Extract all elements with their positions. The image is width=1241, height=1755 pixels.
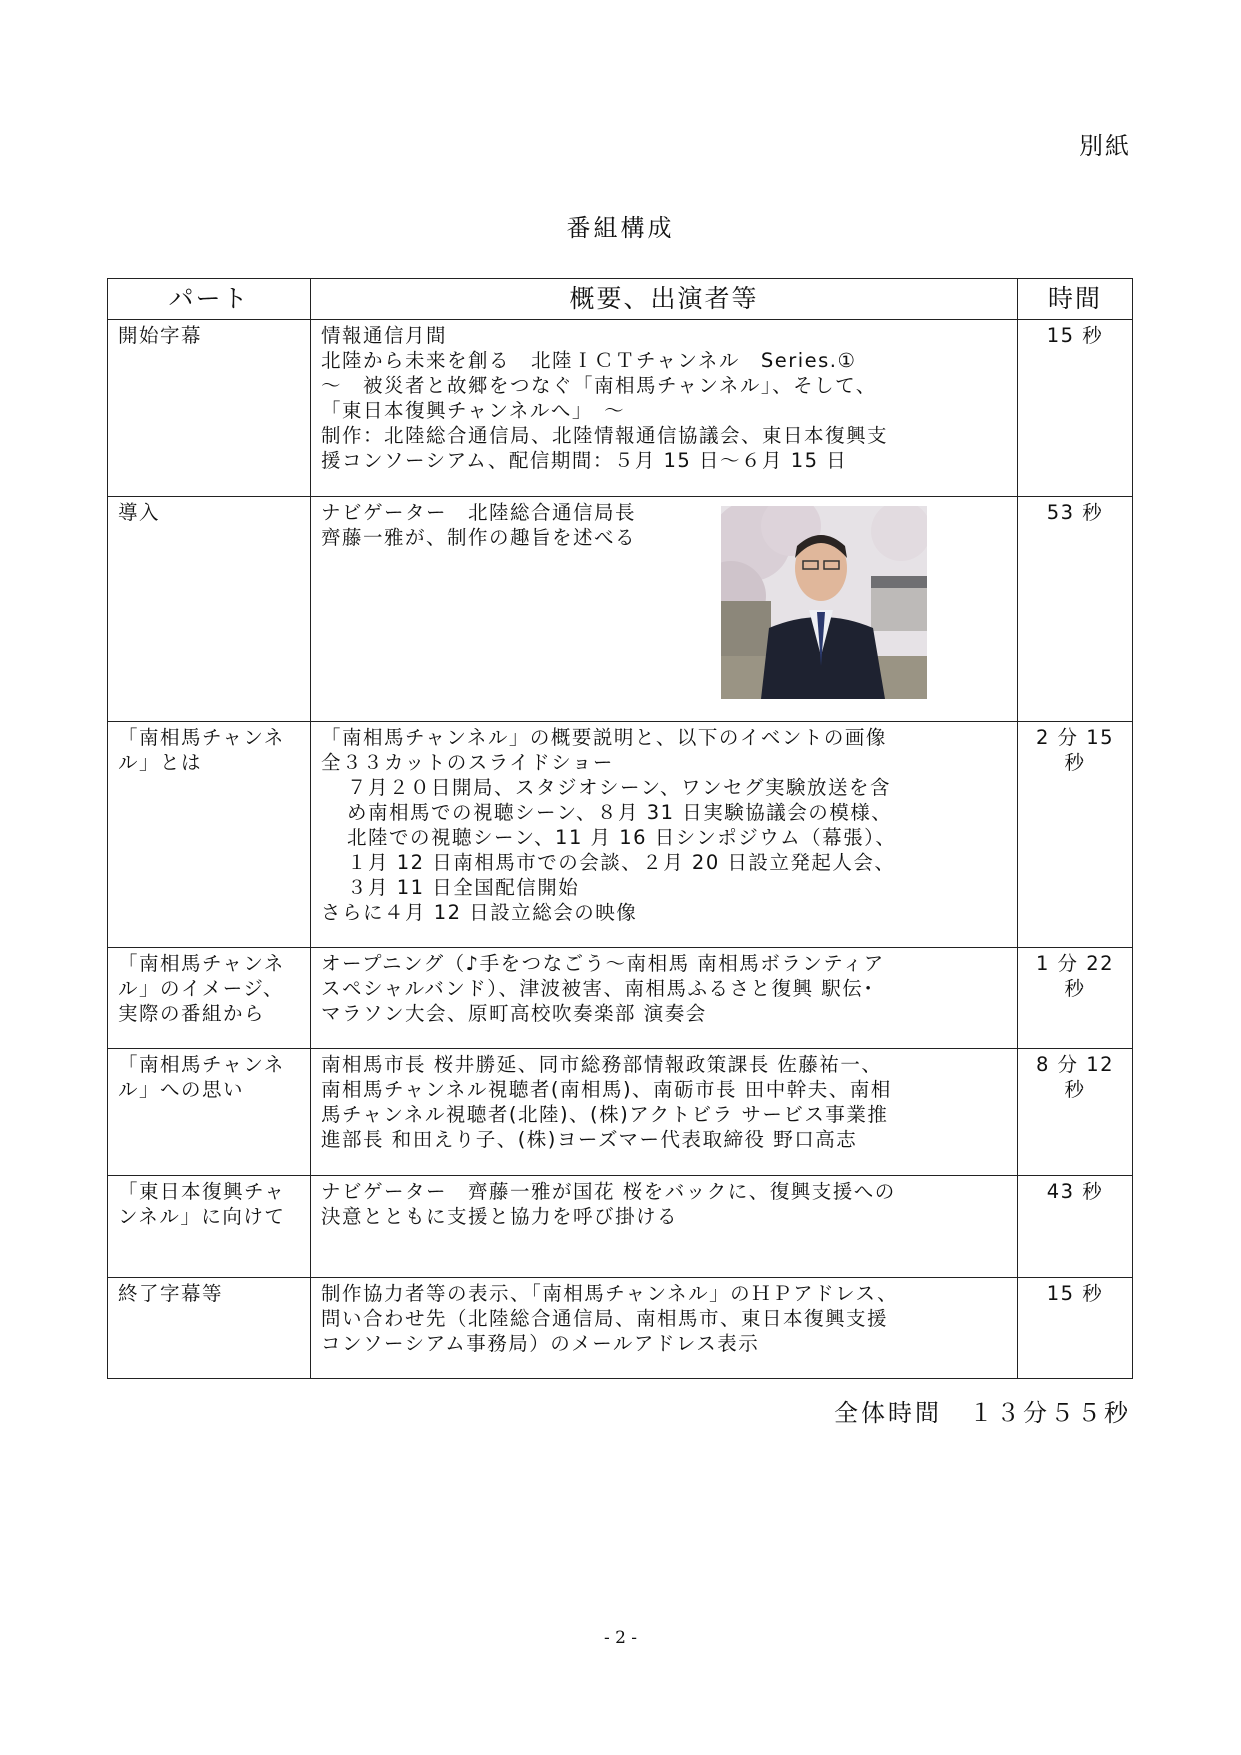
summary-line: スペシャルバンド）、津波被害、南相馬ふるさと復興 駅伝･	[321, 977, 875, 1000]
summary-cell	[311, 722, 1018, 948]
part-cell: 開始字幕	[108, 320, 311, 497]
part-cell: 「南相馬チャンネル」への思い	[108, 1049, 311, 1176]
summary-line: 南相馬市長 桜井勝延、同市総務部情報政策課長 佐藤祐一、	[321, 1053, 883, 1076]
summary-line: 問い合わせ先（北陸総合通信局、南相馬市、東日本復興支援	[321, 1307, 889, 1330]
navigator-photo	[721, 506, 927, 699]
summary-line: ３月 11 日全国配信開始	[347, 876, 580, 899]
summary-line: ナビゲーター 北陸総合通信局長	[321, 501, 637, 524]
summary-cell	[311, 948, 1018, 1049]
table-row	[108, 1049, 1133, 1176]
program-table	[107, 278, 1133, 1379]
summary-line: 制作協力者等の表示、「南相馬チャンネル」のＨＰアドレス、	[321, 1282, 899, 1305]
summary-cell	[311, 497, 1018, 722]
summary-line: 決意とともに支援と協力を呼び掛ける	[321, 1205, 679, 1228]
time-cell: 43 秒	[1018, 1176, 1133, 1278]
summary-line: 北陸での視聴シーン、11 月 16 日シンポジウム（幕張）、	[347, 826, 897, 849]
page-number: - 2 -	[603, 1628, 638, 1648]
summary-cell	[311, 1278, 1018, 1379]
part-cell: 導入	[108, 497, 311, 722]
attachment-label: 別紙	[1079, 132, 1131, 160]
time-cell: 1 分 22 秒	[1018, 948, 1133, 1049]
summary-line: マラソン大会、原町高校吹奏楽部 演奏会	[321, 1002, 707, 1025]
summary-cell	[311, 1049, 1018, 1176]
summary-line: 「南相馬チャンネル」の概要説明と、以下のイベントの画像	[321, 726, 887, 749]
summary-line: 援コンソーシアム、配信期間：５月 15 日～６月 15 日	[321, 449, 848, 472]
summary-line: １月 12 日南相馬市での会談、２月 20 日設立発起人会、	[347, 851, 896, 874]
summary-line: 「東日本復興チャンネルへ」 ～	[321, 399, 626, 422]
table-row	[108, 320, 1133, 497]
table-row	[108, 1278, 1133, 1379]
table-row	[108, 497, 1133, 722]
document-title: 番組構成	[566, 214, 675, 242]
part-cell: 「南相馬チャンネル」のイメージ、実際の番組から	[108, 948, 311, 1049]
table-row	[108, 1176, 1133, 1278]
header-time: 時間	[1018, 279, 1133, 320]
summary-line: 制作：北陸総合通信局、北陸情報通信協議会、東日本復興支	[321, 424, 889, 447]
part-cell: 「東日本復興チャンネル」に向けて	[108, 1176, 311, 1278]
table-header-row	[108, 279, 1133, 320]
summary-line: ～ 被災者と故郷をつなぐ「南相馬チャンネル」、そして、	[321, 374, 877, 397]
part-cell: 「南相馬チャンネル」とは	[108, 722, 311, 948]
summary-line: め南相馬での視聴シーン、８月 31 日実験協議会の模様、	[347, 801, 893, 824]
navigator-photo-image	[721, 506, 927, 699]
header-summary: 概要、出演者等	[311, 279, 1018, 320]
time-cell: 53 秒	[1018, 497, 1133, 722]
summary-cell	[311, 320, 1018, 497]
summary-line: コンソーシアム事務局）のメールアドレス表示	[321, 1332, 760, 1355]
time-cell: 15 秒	[1018, 320, 1133, 497]
summary-line: ７月２０日開局、スタジオシーン、ワンセグ実験放送を含	[347, 776, 892, 799]
summary-line: さらに４月 12 日設立総会の映像	[321, 901, 638, 924]
summary-cell	[311, 1176, 1018, 1278]
time-cell: 8 分 12 秒	[1018, 1049, 1133, 1176]
part-cell: 終了字幕等	[108, 1278, 311, 1379]
time-cell: 2 分 15 秒	[1018, 722, 1133, 948]
summary-line: 馬チャンネル視聴者(北陸)、(株)アクトビラ サービス事業推	[321, 1103, 889, 1126]
table-row	[108, 722, 1133, 948]
summary-line: 齊藤一雅が、制作の趣旨を述べる	[321, 526, 637, 549]
summary-line: 北陸から未来を創る 北陸ＩＣＴチャンネル Series.①	[321, 349, 857, 372]
summary-line: 進部長 和田えり子、(株)ヨーズマー代表取締役 野口高志	[321, 1128, 858, 1151]
summary-line: 情報通信月間	[321, 324, 448, 347]
summary-line: オープニング（♪手をつなごう～南相馬 南相馬ボランティア	[321, 952, 885, 975]
summary-line: 南相馬チャンネル視聴者(南相馬)、南砺市長 田中幹夫、南相	[321, 1078, 892, 1101]
total-time: 全体時間 １３分５５秒	[834, 1399, 1131, 1427]
table-row	[108, 948, 1133, 1049]
summary-line: 全３３カットのスライドショー	[321, 751, 614, 774]
time-cell: 15 秒	[1018, 1278, 1133, 1379]
header-part: パート	[108, 279, 311, 320]
summary-line: ナビゲーター 齊藤一雅が国花 桜をバックに、復興支援への	[321, 1180, 896, 1203]
